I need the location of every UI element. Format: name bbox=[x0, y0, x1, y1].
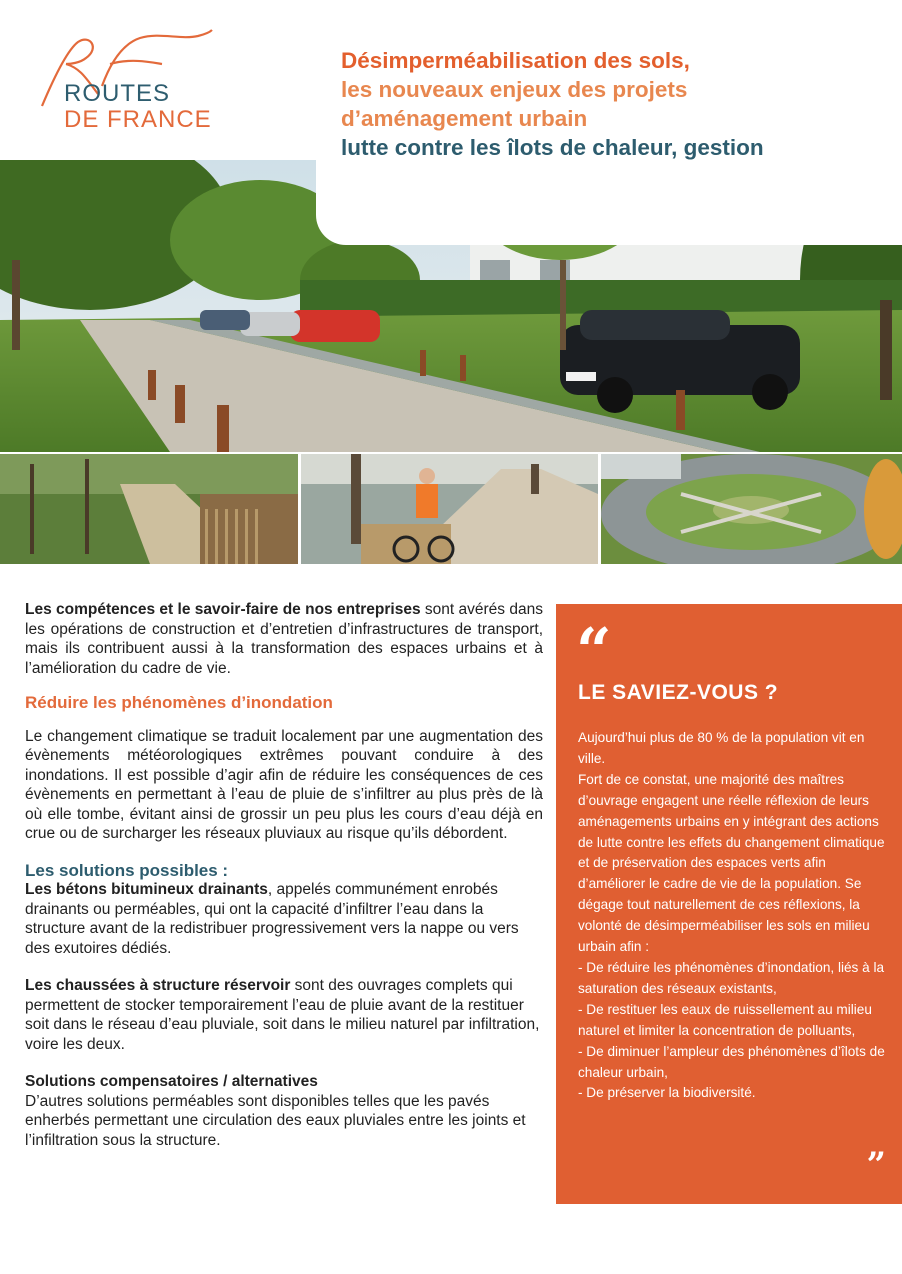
logo-text-routes: ROUTES bbox=[64, 80, 171, 107]
photo-cyclist-lane bbox=[301, 454, 598, 564]
solution-3-text: D’autres solutions perméables sont disponibles telles que les pavés enherbés permettant une circulation des eaux pluviales entre les joints et l’infiltration sous la structure. bbox=[25, 1092, 526, 1149]
section-heading-flooding: Réduire les phénomènes d’inondation bbox=[25, 693, 333, 712]
main-article bbox=[25, 600, 543, 1150]
solution-alternatives bbox=[25, 1072, 543, 1150]
callout-list-item: - De préserver la biodiversité. bbox=[578, 1085, 756, 1101]
did-you-know-callout bbox=[556, 604, 902, 1204]
intro-bold: Les compétences et le savoir-faire de nos entreprises bbox=[25, 601, 421, 618]
routes-de-france-logo bbox=[40, 28, 220, 138]
callout-list-item: - De diminuer l’ampleur des phénomènes d’îlots de chaleur urbain, bbox=[578, 1043, 885, 1080]
solution-2-text: sont des ouvrages complets qui permettent de stocker temporairement l’eau de pluie avant de la restituer soit dans le réseau d’eau pluviale, soit dans le milieu naturel par infiltration, voire les deux. bbox=[25, 977, 540, 1053]
title-line-1: Désimperméabilisation des sols, bbox=[341, 48, 690, 73]
solution-3-title: Solutions compensatoires / alternatives bbox=[25, 1073, 318, 1090]
title-line-2: les nouveaux enjeux des projets bbox=[341, 77, 688, 102]
intro-paragraph bbox=[25, 600, 543, 678]
solution-1-text: , appelés communément enrobés drainants ou perméables, qui ont la capacité d’infiltrer l’eau dans la structure avant de la redistribuer progressivement vers la nappe ou vers des exutoires dédiés. bbox=[25, 881, 519, 957]
callout-title: LE SAVIEZ-VOUS ? bbox=[578, 681, 779, 704]
callout-paragraph-2: Fort de ce constat, une majorité des maîtres d’ouvrage engagent une réelle réflexion de leurs aménagements urbains en y intégrant des actions de lutte contre les effets du changement climatique et de préservation des espaces verts afin d’améliorer le cadre de vie de la population. Se dégage tout naturellement de ces réflexions, la volonté de désimperméabiliser les sols en milieu urbain afin : bbox=[578, 771, 885, 955]
intro-text: sont avérés dans les opérations de construction et d’entretien d’infrastructures de transport, mais ils contribuent aussi à la transformation des espaces urbains et à l’amélioration du cadre de vie. bbox=[25, 601, 543, 677]
photo-permeable-path bbox=[0, 454, 298, 564]
callout-list-item: - De restituer les eaux de ruissellement au milieu naturel et limiter la concentration de polluants, bbox=[578, 1001, 872, 1038]
flooding-paragraph: Le changement climatique se traduit localement par une augmentation des évènements météorologiques extrêmes pouvant conduire à des inondations. Il est possible d’agir afin de réduire les conséquences de ces évènements en permettant à l’eau de pluie de s’infiltrer au plus près de là où elle tombe, évitant ainsi de grossir un peu plus les cours d’eau déjà en crue ou de surcharger les réseaux pluviaux au risque qu’ils débordent. bbox=[25, 727, 543, 842]
photo-roundabout bbox=[601, 454, 902, 564]
callout-paragraph-1: Aujourd’hui plus de 80 % de la population vit en ville. bbox=[578, 730, 865, 766]
quote-close-icon: ” bbox=[866, 1145, 886, 1185]
callout-body bbox=[578, 728, 890, 1104]
section-heading-solutions: Les solutions possibles : bbox=[25, 860, 229, 880]
title-line-3: d’aménagement urbain bbox=[341, 106, 588, 131]
title-line-4: lutte contre les îlots de chaleur, gestion bbox=[341, 135, 764, 160]
callout-list-item: - De réduire les phénomènes d’inondation, liés à la saturation des réseaux existants, bbox=[578, 959, 885, 996]
solution-2-title: Les chaussées à structure réservoir bbox=[25, 977, 291, 994]
solution-1-title: Les bétons bitumineux drainants bbox=[25, 881, 268, 898]
solution-reservoir-pavement bbox=[25, 976, 543, 1054]
solution-drainant-asphalt bbox=[25, 880, 543, 958]
title-panel-background bbox=[316, 160, 902, 245]
logo-text-de-france: DE FRANCE bbox=[64, 106, 212, 133]
quote-open-icon: “ bbox=[576, 614, 612, 687]
